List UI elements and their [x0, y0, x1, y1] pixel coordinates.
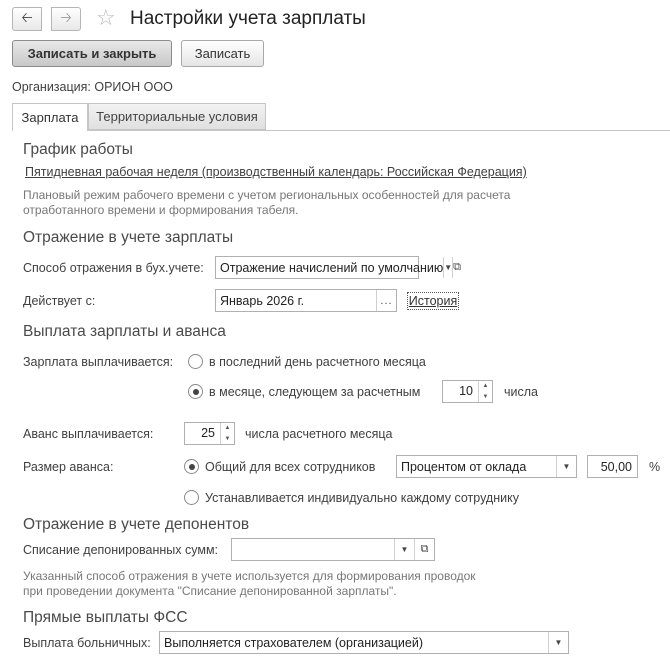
radio-common-advance-label: Общий для всех сотрудников	[205, 460, 376, 474]
sick-pay-select[interactable]	[159, 631, 569, 654]
section-accounting: Отражение в учете зарплаты	[23, 229, 234, 246]
effective-from-field[interactable]	[215, 289, 397, 312]
forward-button[interactable]	[51, 7, 81, 31]
advance-percent-field[interactable]	[587, 455, 638, 478]
advance-method-select[interactable]	[396, 455, 577, 478]
radio-next-month[interactable]	[188, 384, 203, 399]
open-form-icon[interactable]: ⧉	[414, 539, 434, 560]
radio-individual-advance-label: Устанавливается индивидуально каждому сотруднику	[205, 491, 519, 505]
organization-value: ОРИОН ООО	[94, 80, 173, 94]
effective-from-value: Январь 2026 г.	[220, 293, 305, 308]
advance-percent-value: 50,00	[600, 459, 632, 474]
save-and-close-button[interactable]: Записать и закрыть	[12, 40, 172, 67]
section-deposits: Отражение в учете депонентов	[23, 516, 250, 533]
section-payment: Выплата зарплаты и аванса	[23, 323, 226, 340]
radio-individual-advance[interactable]	[184, 490, 199, 505]
save-button[interactable]: Записать	[181, 40, 264, 67]
tab-territorial-conditions[interactable]: Территориальные условия	[88, 103, 266, 130]
radio-last-day-label: в последний день расчетного месяца	[209, 355, 426, 369]
chevron-down-icon[interactable]: ▼	[548, 632, 568, 653]
favorite-star-icon[interactable]: ☆	[96, 5, 116, 30]
open-form-icon[interactable]: ⧉	[452, 257, 461, 278]
chevron-down-icon[interactable]: ▼	[556, 456, 576, 477]
advance-day-suffix: числа расчетного месяца	[245, 427, 393, 441]
schedule-hint: Плановый режим рабочего времени с учетом региональных особенностей для расчета отработанного времени и формирования табеля.	[23, 188, 511, 217]
back-button[interactable]	[12, 7, 42, 31]
history-button[interactable]: История	[408, 294, 458, 308]
salary-day-value: 10	[459, 384, 473, 398]
ellipsis-icon[interactable]: ...	[376, 290, 396, 311]
deposit-writeoff-label: Списание депонированных сумм:	[23, 543, 219, 557]
tab-divider	[12, 130, 670, 131]
advance-size-label: Размер аванса:	[23, 460, 114, 474]
arrow-right-icon: 🡢	[60, 9, 72, 25]
stepper-arrows-icon[interactable]: ▲ ▼	[220, 423, 234, 444]
radio-next-month-label: в месяце, следующем за расчетным	[209, 385, 421, 399]
stepper-arrows-icon[interactable]: ▲ ▼	[478, 381, 492, 402]
accounting-method-label: Способ отражения в бух.учете:	[23, 261, 204, 275]
sick-pay-value: Выполняется страхователем (организацией)	[164, 635, 424, 650]
radio-last-day[interactable]	[188, 354, 203, 369]
advance-day-stepper[interactable]	[184, 422, 235, 445]
advance-paid-label: Аванс выплачивается:	[23, 427, 154, 441]
percent-sign: %	[649, 460, 661, 474]
salary-paid-label: Зарплата выплачивается:	[23, 355, 174, 369]
arrow-left-icon: 🡠	[21, 9, 33, 25]
section-work-schedule: График работы	[23, 141, 133, 158]
work-calendar-link[interactable]: Пятидневная рабочая неделя (производственный календарь: Российская Федерация)	[25, 165, 527, 179]
deposit-writeoff-select[interactable]	[231, 538, 435, 561]
salary-day-suffix: числа	[504, 385, 538, 399]
page-title: Настройки учета зарплаты	[130, 8, 366, 29]
section-fss: Прямые выплаты ФСС	[23, 609, 188, 626]
accounting-method-select[interactable]	[215, 256, 461, 279]
sick-pay-label: Выплата больничных:	[23, 636, 151, 650]
chevron-down-icon[interactable]: ▼	[443, 257, 452, 278]
advance-method-value: Процентом от оклада	[401, 459, 527, 474]
accounting-method-value: Отражение начислений по умолчанию	[220, 260, 444, 275]
chevron-down-icon[interactable]: ▼	[394, 539, 414, 560]
deposit-hint: Указанный способ отражения в учете используется для формирования проводок при проведении документа "Списание депонированной зарплаты".	[23, 569, 476, 598]
organization-label: Организация: ОРИОН ООО	[12, 80, 173, 94]
advance-day-value: 25	[201, 426, 215, 440]
tab-salary[interactable]: Зарплата	[12, 103, 88, 131]
salary-day-stepper[interactable]	[442, 380, 493, 403]
radio-common-advance[interactable]	[184, 459, 199, 474]
effective-from-label: Действует с:	[23, 294, 96, 308]
